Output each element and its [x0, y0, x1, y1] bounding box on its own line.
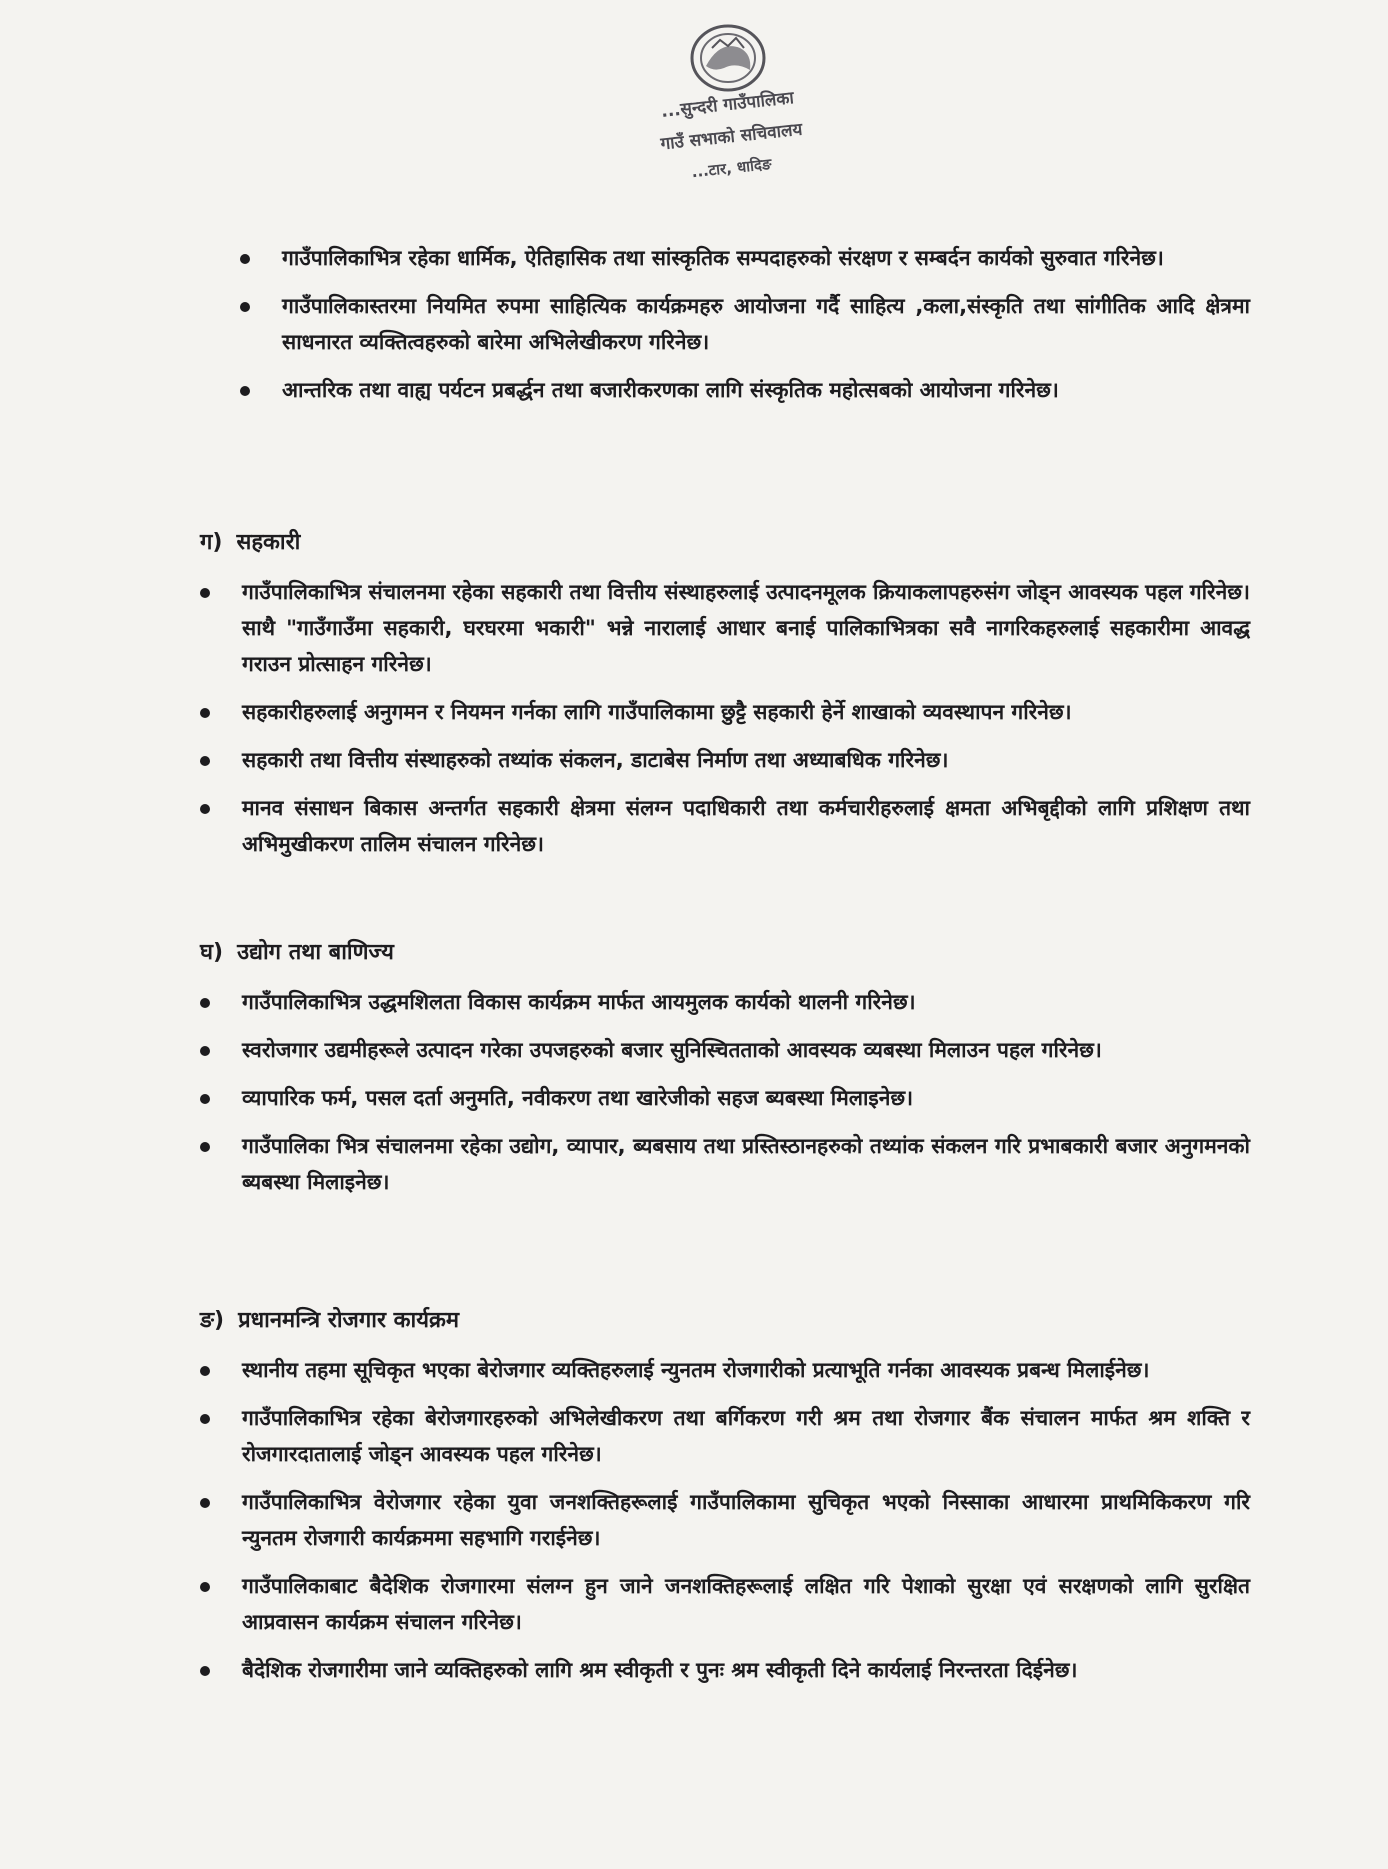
section-marker: घ) [200, 940, 224, 965]
section-industry-commerce [200, 938, 1250, 1212]
list-item: मानव संसाधन बिकास अन्तर्गत सहकारी क्षेत्रमा संलग्न पदाधिकारी तथा कर्मचारीहरुलाई क्षमता अभिबृद्दीको लागि प्रशिक्षण तथा अभिमुखीकरण तालिम संचालन गरिनेछ। [200, 790, 1250, 862]
list-item: सहकारी तथा वित्तीय संस्थाहरुको तथ्यांक संकलन, डाटाबेस निर्माण तथा अध्याबधिक गरिनेछ। [200, 742, 1250, 778]
bullet-icon [240, 386, 250, 396]
section-title: उद्योग तथा बाणिज्य [237, 940, 394, 965]
list-item: स्वरोजगार उद्यमीहरूले उत्पादन गरेका उपजहरुको बजार सुनिस्चितताको आवस्यक व्यबस्था मिलाउन पहल गरिनेछ। [200, 1032, 1250, 1068]
bullet-icon [240, 302, 250, 312]
list-item: सहकारीहरुलाई अनुगमन र नियमन गर्नका लागि गाउँपालिकामा छुट्टै सहकारी हेर्ने शाखाको व्यवस्थापन गरिनेछ। [200, 694, 1250, 730]
list-item: गाउँपालिकाभित्र वेरोजगार रहेका युवा जनशक्तिहरूलाई गाउँपालिकामा सुचिकृत भएको निस्साका आधारमा प्राथमिकिकरण गरि न्युनतम रोजगारी कार्यक्रममा सहभागि गराईनेछ। [200, 1484, 1250, 1556]
bullet-icon [240, 254, 250, 264]
section-bullet-list [200, 984, 1250, 1200]
list-item: स्थानीय तहमा सूचिकृत भएका बेरोजगार व्यक्तिहरुलाई न्युनतम रोजगारीको प्रत्याभूति गर्नका आवस्यक प्रबन्ध मिलाईनेछ। [200, 1352, 1250, 1388]
bullet-icon [200, 804, 210, 814]
list-item: गाउँपालिकाभित्र संचालनमा रहेका सहकारी तथा वित्तीय संस्थाहरुलाई उत्पादनमूलक क्रियाकलापहरुसंग जोड्न आवस्यक पहल गरिनेछ। साथै "गाउँगाउँमा सहकारी, घरघरमा भकारी" भन्ने नारालाई आधार बनाई पालिकाभित्रका सवै नागरिकहरुलाई सहकारीमा आवद्ध गराउन प्रोत्साहन गरिनेछ। [200, 574, 1250, 682]
section-bullet-list [200, 1352, 1250, 1688]
bullet-icon [200, 756, 210, 766]
section-marker: ग) [200, 530, 223, 555]
list-item: गाउँपालिकाबाट बैदेशिक रोजगारमा संलग्न हुन जाने जनशक्तिहरूलाई लक्षित गरि पेशाको सुरक्षा एवं सरक्षणको लागि सुरक्षित आप्रवासन कार्यक्रम संचालन गरिनेछ। [200, 1568, 1250, 1640]
bullet-icon [200, 588, 210, 598]
intro-bullet-list [240, 240, 1250, 420]
bullet-icon [200, 1366, 210, 1376]
bullet-icon [200, 1046, 210, 1056]
section-title: सहकारी [236, 530, 301, 555]
section-heading [200, 528, 1250, 558]
section-marker: ङ) [200, 1308, 225, 1333]
section-heading [200, 1306, 1250, 1336]
bullet-icon [200, 1498, 210, 1508]
section-heading [200, 938, 1250, 968]
section-cooperative [200, 528, 1250, 874]
section-title: प्रधानमन्त्रि रोजगार कार्यक्रम [238, 1308, 460, 1333]
list-item: व्यापारिक फर्म, पसल दर्ता अनुमति, नवीकरण तथा खारेजीको सहज ब्यबस्था मिलाइनेछ। [200, 1080, 1250, 1116]
seal-line-3: ...टार, धादिङ [690, 154, 773, 182]
list-item: बैदेशिक रोजगारीमा जाने व्यक्तिहरुको लागि श्रम स्वीकृती र पुनः श्रम स्वीकृती दिने कार्यलाई निरन्तरता दिईनेछ। [200, 1652, 1250, 1688]
list-item: गाउँपालिका भित्र संचालनमा रहेका उद्योग, व्यापार, ब्यबसाय तथा प्रस्तिस्ठानहरुको तथ्यांक संकलन गरि प्रभाबकारी बजार अनुगमनको ब्यबस्था मिलाइनेछ। [200, 1128, 1250, 1200]
section-bullet-list [200, 574, 1250, 862]
seal-line-2: गाउँ सभाको सचिवालय [659, 119, 804, 155]
bullet-icon [200, 1582, 210, 1592]
bullet-icon [200, 1666, 210, 1676]
list-item: गाउँपालिकास्तरमा नियमित रुपमा साहित्यिक कार्यक्रमहरु आयोजना गर्दै साहित्य ,कला,संस्कृति तथा सांगीतिक आदि क्षेत्रमा साधनारत व्यक्तित्वहरुको बारेमा अभिलेखीकरण गरिनेछ। [240, 288, 1250, 360]
office-seal-stamp [628, 18, 828, 188]
bullet-icon [200, 1414, 210, 1424]
seal-line-1: ...सुन्दरी गाउँपालिका [660, 88, 795, 122]
list-item: आन्तरिक तथा वाह्य पर्यटन प्रबर्द्धन तथा बजारीकरणका लागि संस्कृतिक महोत्सबको आयोजना गरिनेछ। [240, 372, 1250, 408]
section-pm-employment [200, 1306, 1250, 1700]
bullet-icon [200, 1094, 210, 1104]
bullet-icon [200, 998, 210, 1008]
list-item: गाउँपालिकाभित्र रहेका बेरोजगारहरुको अभिलेखीकरण तथा बर्गिकरण गरी श्रम तथा रोजगार बैंक संचालन मार्फत श्रम शक्ति र रोजगारदातालाई जोड्न आवस्यक पहल गरिनेछ। [200, 1400, 1250, 1472]
list-item: गाउँपालिकाभित्र रहेका धार्मिक, ऐतिहासिक तथा सांस्कृतिक सम्पदाहरुको संरक्षण र सम्बर्दन कार्यको सुरुवात गरिनेछ। [240, 240, 1250, 276]
bullet-icon [200, 708, 210, 718]
bullet-icon [200, 1142, 210, 1152]
list-item: गाउँपालिकाभित्र उद्धमशिलता विकास कार्यक्रम मार्फत आयमुलक कार्यको थालनी गरिनेछ। [200, 984, 1250, 1020]
